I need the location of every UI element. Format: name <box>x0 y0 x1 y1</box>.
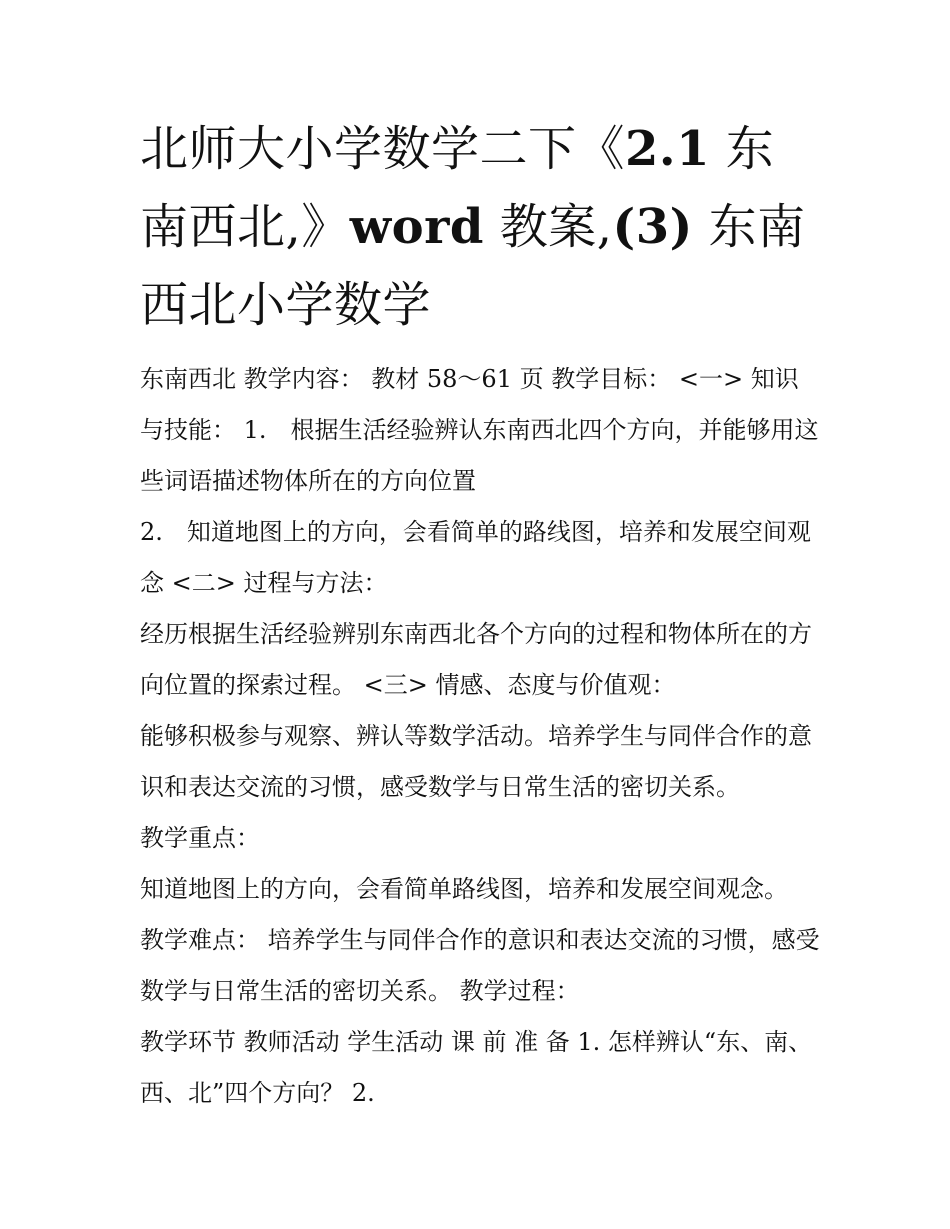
paragraph-teaching-steps: 教学环节 教师活动 学生活动 课 前 准 备 1. 怎样辨认“东、南、西、北”四个方向？ 2. <box>140 1028 813 1107</box>
title-part: 教案, <box>483 199 613 255</box>
title-part: 东南西北,》 <box>140 121 775 255</box>
title-part: 东南西北小学数学 <box>140 199 806 333</box>
paragraph-process: 经历根据生活经验辨别东南西北各个方向的过程和物体所在的方向位置的探索过程。 <三> 情感、态度与价值观： <box>140 620 812 699</box>
title-part-bold: (3) <box>612 199 693 255</box>
title-part-bold: 2.1 <box>625 121 711 177</box>
paragraph-attitude: 能够积极参与观察、辨认等数学活动。培养学生与同伴合作的意识和表达交流的习惯，感受数学与日常生活的密切关系。 <box>140 722 812 801</box>
document-title <box>140 110 820 344</box>
paragraph-objectives: 东南西北 教学内容： 教材 58～61 页 教学目标： <一> 知识与技能： 1. 根据生活经验辨认东南西北四个方向，并能够用这些词语描述物体所在的方向位置 <box>140 365 819 495</box>
title-part: 北师大小学数学二下《 <box>140 121 626 177</box>
title-part-bold: word <box>349 199 484 255</box>
paragraph-map-direction: 2. 知道地图上的方向，会看简单的路线图，培养和发展空间观念 <二> 过程与方法： <box>140 518 811 597</box>
paragraph-key-points: 知道地图上的方向，会看简单路线图，培养和发展空间观念。 <box>140 875 788 903</box>
paragraph-key-points-heading: 教学重点： <box>140 824 260 852</box>
document-body <box>140 354 820 1119</box>
paragraph-difficulties: 教学难点： 培养学生与同伴合作的意识和表达交流的习惯，感受数学与日常生活的密切关系。 教学过程： <box>140 926 820 1005</box>
